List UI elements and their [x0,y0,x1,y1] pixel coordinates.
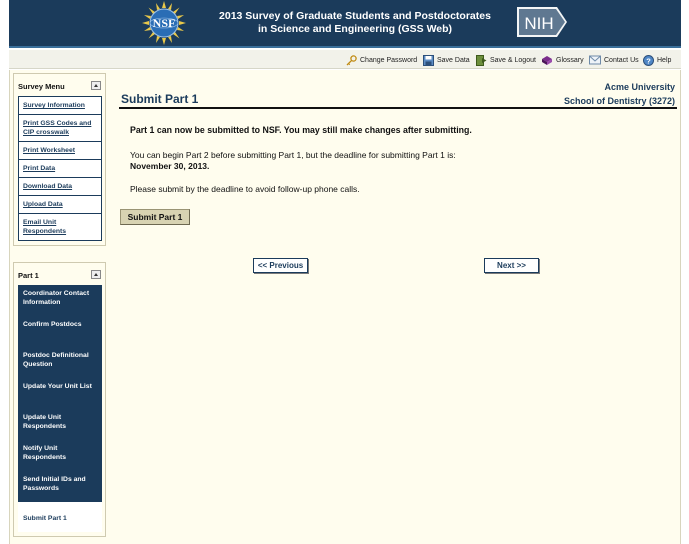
print-worksheet-link[interactable]: Print Worksheet [19,142,101,160]
mail-icon [589,55,601,65]
save-data-label: Save Data [437,56,470,64]
notify-unit-respondents-item[interactable]: Notify Unit Respondents [18,440,102,471]
coordinator-contact-item[interactable]: Coordinator Contact Information [18,285,102,316]
toolbar [9,50,681,69]
update-unit-list-item[interactable]: Update Your Unit List [18,378,102,409]
confirm-postdocs-item[interactable]: Confirm Postdocs [18,316,102,347]
key-icon [346,55,357,66]
survey-title-line1: 2013 Survey of Graduate Students and Postdoctorates [219,10,491,22]
submit-part1-item[interactable]: Submit Part 1 [18,502,102,532]
survey-menu-panel [13,73,106,246]
change-password-label: Change Password [360,56,418,64]
help-link[interactable] [643,54,671,66]
part1-menu-items [18,285,102,532]
upload-data-link[interactable]: Upload Data [19,196,101,214]
postdoc-definitional-question-item[interactable]: Postdoc Definitional Question [18,347,102,378]
school-name: School of Dentistry (3272) [563,96,675,106]
help-icon [643,55,654,66]
save-logout-label: Save & Logout [490,56,536,64]
part1-menu-collapse-icon[interactable] [91,270,101,279]
change-password-link[interactable] [346,54,417,66]
part1-menu-panel [13,262,106,537]
survey-title-line2: in Science and Engineering (GSS Web) [257,23,453,35]
glossary-label: Glossary [556,56,584,64]
svg-text:?: ? [646,55,651,65]
content-frame [9,70,681,544]
title-divider [119,107,677,109]
nih-logo [515,4,569,40]
download-data-link[interactable]: Download Data [19,178,101,196]
part1-menu-title [14,263,105,285]
print-data-link[interactable]: Print Data [19,160,101,178]
submit-ready-message: Part 1 can now be submitted to NSF. You may still make changes after submitting. [130,125,472,135]
previous-button[interactable]: << Previous [253,258,308,273]
institution-name: Acme University [604,82,675,92]
submit-part1-button[interactable]: Submit Part 1 [120,209,190,225]
send-initial-ids-item[interactable]: Send Initial IDs and Passwords [18,471,102,502]
survey-menu-collapse-icon[interactable] [91,81,101,90]
help-label: Help [657,56,672,64]
nsf-logo [135,0,193,47]
survey-information-link[interactable]: Survey Information [19,97,101,115]
survey-menu-title-text: Survey Menu [18,82,65,91]
book-icon [541,55,553,66]
survey-title [205,10,505,36]
save-logout-link[interactable] [476,54,536,66]
reminder-message: Please submit by the deadline to avoid follow-up phone calls. [130,184,360,194]
deadline-intro-message: You can begin Part 2 before submitting Part 1, but the deadline for submitting Part 1 is: [130,150,456,160]
survey-menu-links [18,96,102,241]
logout-icon [476,55,487,66]
next-button[interactable]: Next >> [484,258,539,273]
part1-menu-title-text: Part 1 [18,271,39,280]
survey-menu-title [14,74,105,96]
save-icon [423,55,434,66]
email-unit-respondents-link[interactable]: Email Unit Respondents [23,219,67,235]
save-data-link[interactable] [423,54,470,66]
svg-text:NIH: NIH [524,14,554,33]
header-banner [9,0,681,48]
glossary-link[interactable] [541,54,584,66]
contact-us-link[interactable] [589,54,639,66]
contact-us-label: Contact Us [604,56,639,64]
page-title: Submit Part 1 [121,92,199,106]
print-gss-codes-link[interactable]: Print GSS Codes and CIP crosswalk [19,115,101,142]
update-unit-respondents-item[interactable]: Update Unit Respondents [18,409,102,440]
svg-text:NSF: NSF [152,16,176,30]
deadline-date: November 30, 2013. [130,161,210,171]
